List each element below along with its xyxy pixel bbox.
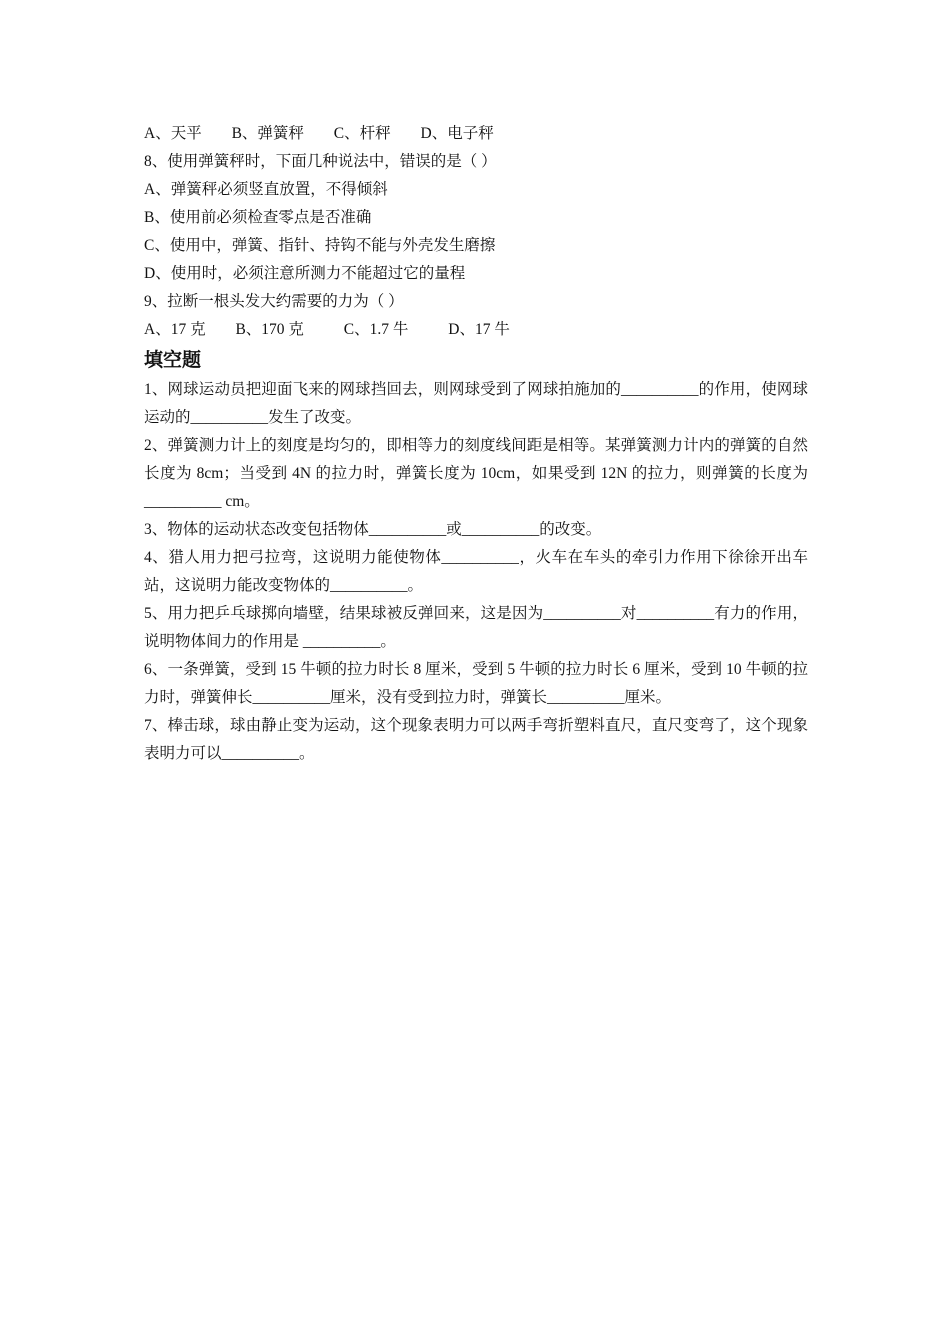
option-a: A、天平: [144, 125, 202, 142]
fill-question-4: 4、猎人用力把弓拉弯，这说明力能使物体__________，火车在车头的牵引力作用下徐徐开出车站，这说明力能改变物体的__________。: [144, 549, 808, 594]
q8-stem: 8、使用弹簧秤时，下面几种说法中，错误的是（ ）: [144, 153, 497, 170]
option-a: A、17 克: [144, 321, 206, 338]
option-d: D、电子秤: [420, 125, 494, 142]
fill-question-5: 5、用力把乒乓球掷向墙壁，结果球被反弹回来，这是因为__________对__________有力的作用，说明物体间力的作用是 __________。: [144, 605, 808, 650]
q9-stem: 9、拉断一根头发大约需要的力为（ ）: [144, 293, 404, 310]
fill-question-6: 6、一条弹簧，受到 15 牛顿的拉力时长 8 厘米，受到 5 牛顿的拉力时长 6 厘米，受到 10 牛顿的拉力时，弹簧伸长__________厘米，没有受到拉力时，弹簧长__________厘米。: [144, 661, 808, 706]
q8-option-a: A、弹簧秤必须竖直放置，不得倾斜: [144, 181, 388, 198]
fill-question-3: 3、物体的运动状态改变包括物体__________或__________的改变。: [144, 521, 602, 538]
q8-option-d: D、使用时，必须注意所测力不能超过它的量程: [144, 265, 466, 282]
fill-question-1: 1、网球运动员把迎面飞来的网球挡回去，则网球受到了网球拍施加的__________的作用，使网球运动的__________发生了改变。: [144, 381, 808, 426]
q7-options: [144, 120, 808, 148]
q9-options: [144, 316, 808, 344]
section-heading: 填空题: [144, 349, 202, 371]
option-b: B、170 克: [235, 321, 304, 338]
option-b: B、弹簧秤: [231, 125, 304, 142]
option-d: D、17 牛: [448, 321, 510, 338]
fill-question-7: 7、棒击球，球由静止变为运动，这个现象表明力可以两手弯折塑料直尺，直尺变弯了，这个现象表明力可以__________。: [144, 717, 808, 762]
fill-question-2: 2、弹簧测力计上的刻度是均匀的，即相等力的刻度线间距是相等。某弹簧测力计内的弹簧的自然长度为 8cm；当受到 4N 的拉力时，弹簧长度为 10cm，如果受到 12N 的拉力，则弹簧的长度为__________ cm。: [144, 437, 808, 510]
document-page: [144, 120, 808, 768]
q8-option-b: B、使用前必须检查零点是否准确: [144, 209, 372, 226]
option-c: C、1.7 牛: [343, 321, 409, 338]
q8-option-c: C、使用中，弹簧、指针、持钩不能与外壳发生磨擦: [144, 237, 496, 254]
option-c: C、杆秤: [333, 125, 391, 142]
